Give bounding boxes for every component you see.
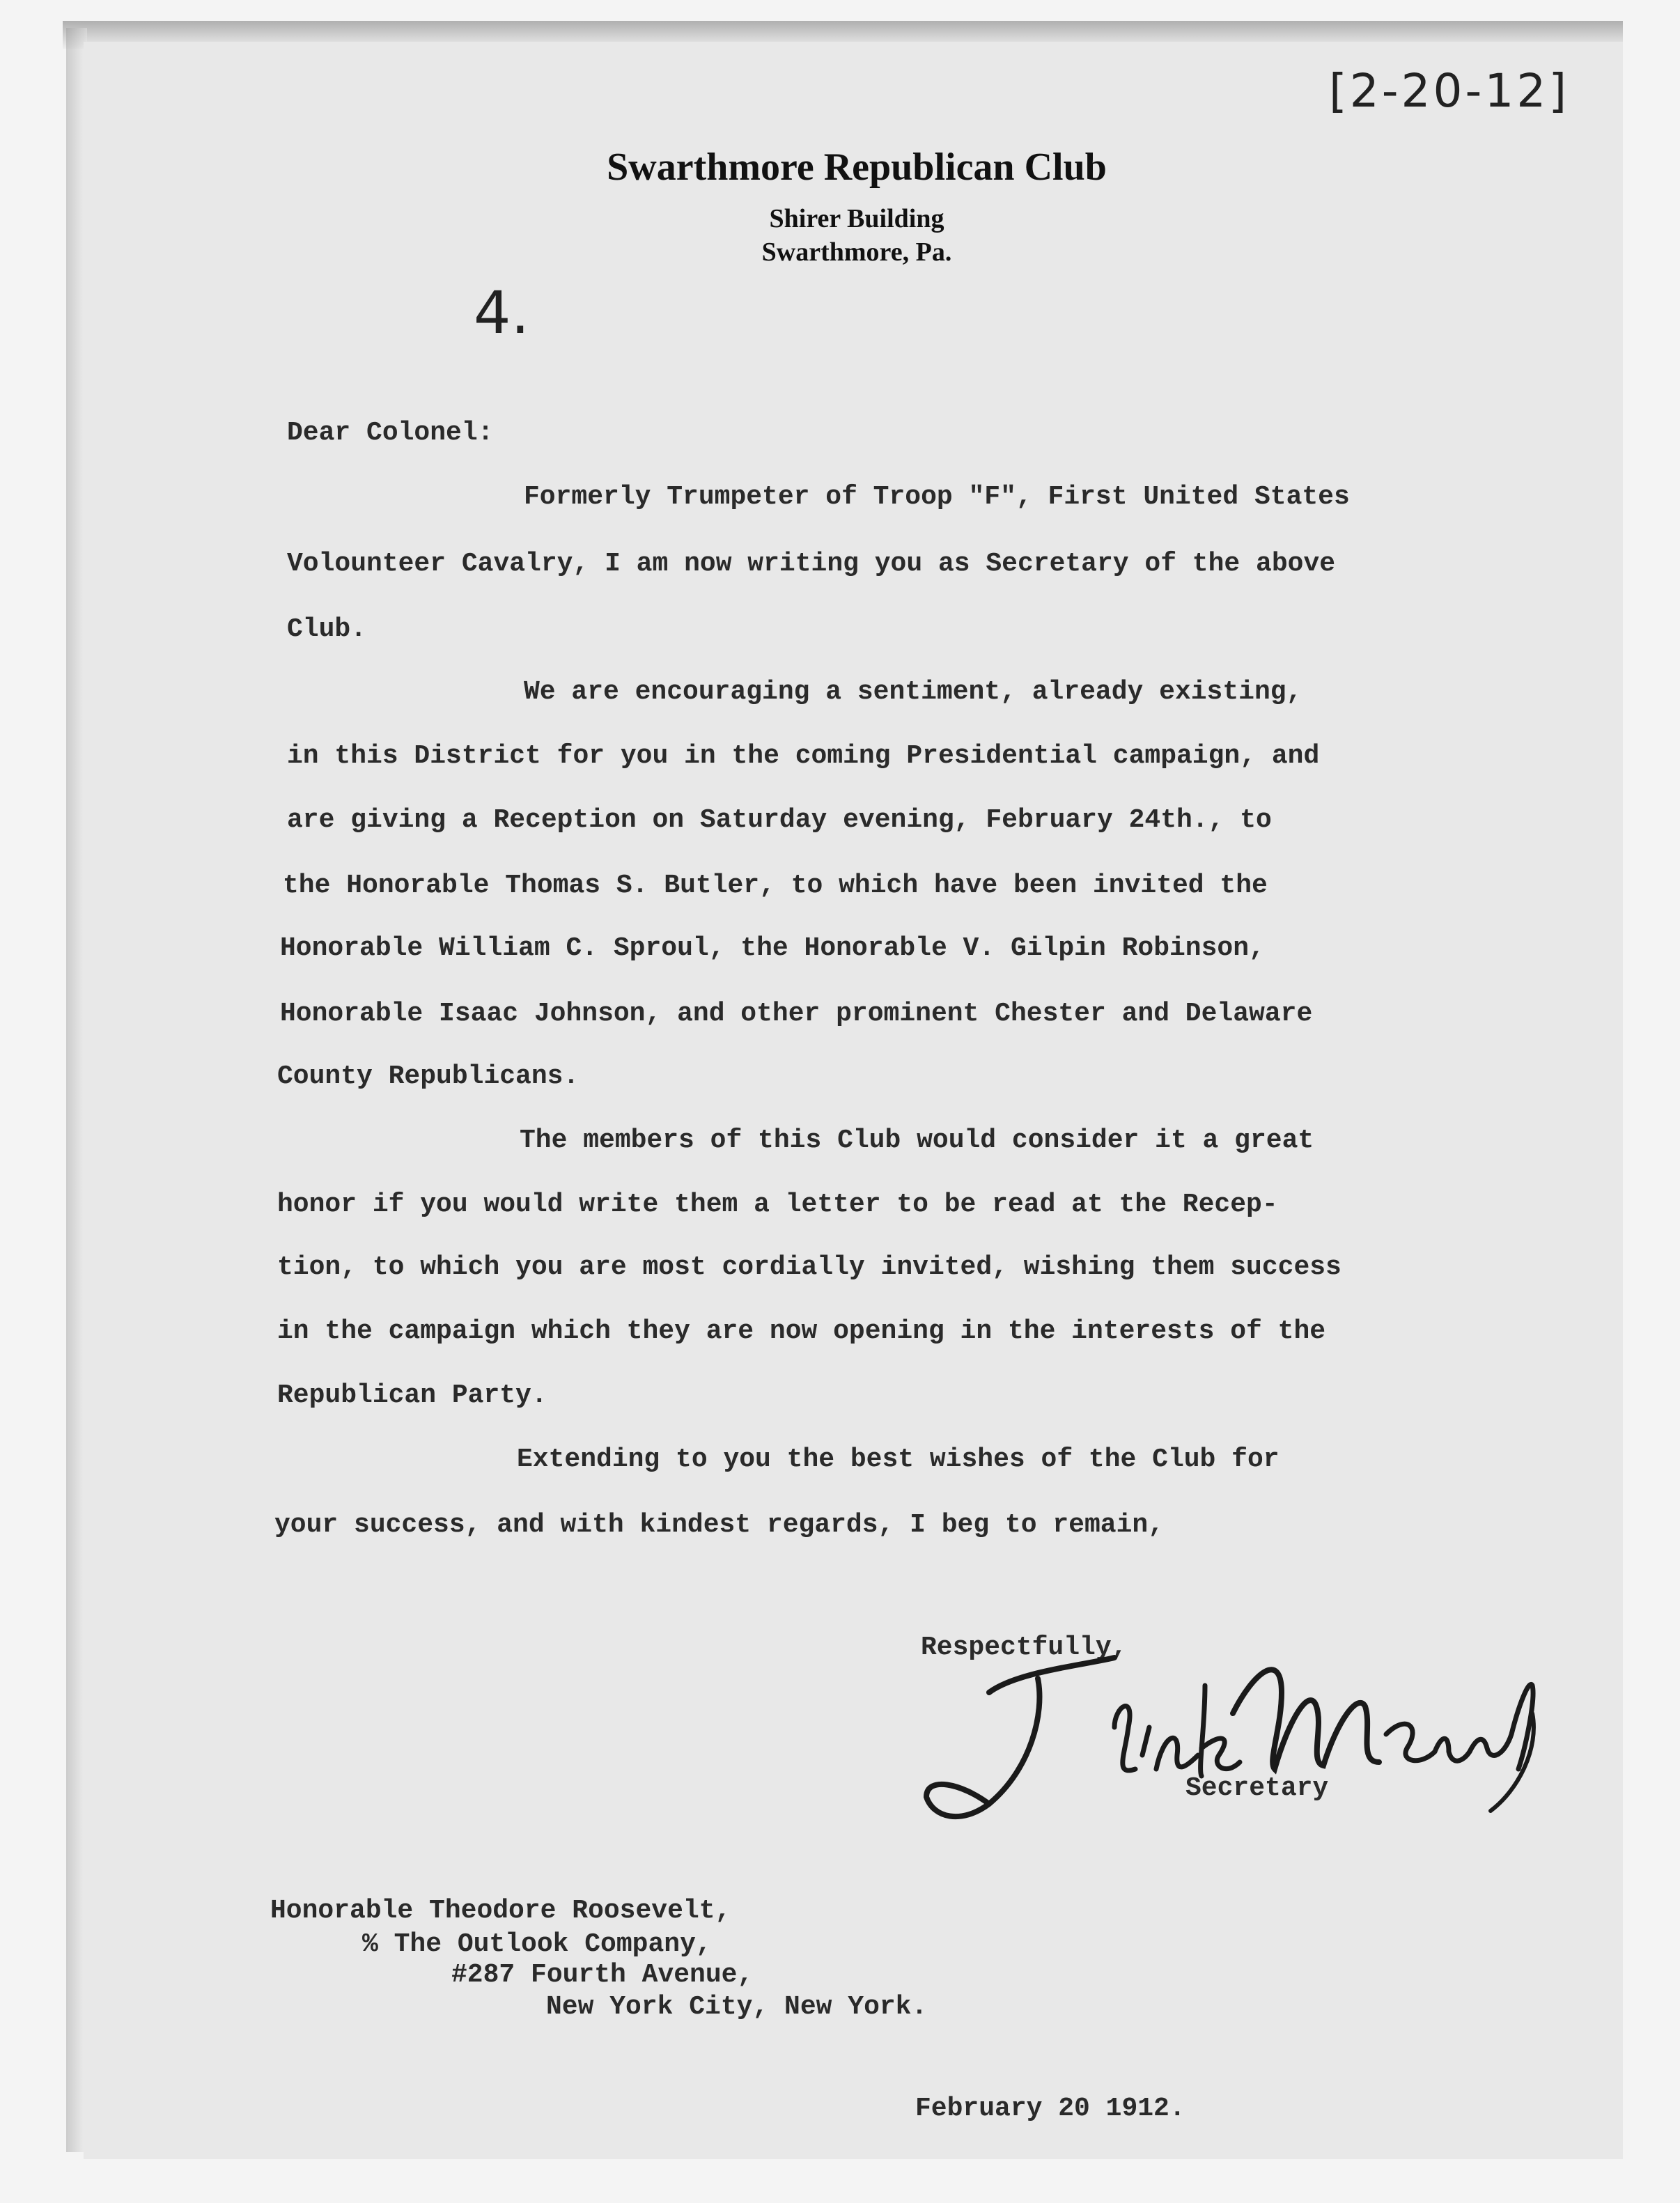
address-line: Honorable Theodore Roosevelt, xyxy=(270,1896,731,1926)
signature xyxy=(905,1630,1560,1839)
address-line: New York City, New York. xyxy=(546,1992,928,2022)
body-line: The members of this Club would consider it a great xyxy=(520,1126,1314,1155)
body-line: Honorable Isaac Johnson, and other prominent Chester and Delaware xyxy=(280,999,1313,1029)
body-line: in the campaign which they are now opening in the interests of the xyxy=(277,1316,1326,1346)
archive-stamp: [2-20-12] xyxy=(1329,64,1570,118)
body-line: We are encouraging a sentiment, already existing, xyxy=(524,677,1302,707)
signer-title: Secretary xyxy=(1185,1773,1329,1803)
body-line: Formerly Trumpeter of Troop "F", First United States xyxy=(524,482,1350,512)
body-line: Volounteer Cavalry, I am now writing you as Secretary of the above xyxy=(287,549,1336,579)
body-line: tion, to which you are most cordially invited, wishing them success xyxy=(277,1252,1341,1282)
body-line: Club. xyxy=(287,614,367,644)
letter-paper xyxy=(84,42,1623,2159)
closing: Respectfully, xyxy=(921,1633,1128,1663)
body-line: the Honorable Thomas S. Butler, to which have been invited the xyxy=(283,871,1268,901)
body-line: Republican Party. xyxy=(277,1380,547,1410)
salutation: Dear Colonel: xyxy=(287,418,494,448)
handwritten-page-number: 4. xyxy=(474,279,530,347)
letterhead-building: Shirer Building xyxy=(769,204,944,233)
letter-date: February 20 1912. xyxy=(915,2094,1185,2124)
body-line: honor if you would write them a letter to be read at the Recep- xyxy=(277,1190,1278,1220)
address-line: % The Outlook Company, xyxy=(362,1929,712,1959)
body-line: in this District for you in the coming Presidential campaign, and xyxy=(287,741,1320,771)
body-line: your success, and with kindest regards, I beg to remain, xyxy=(274,1510,1165,1540)
letterhead-name: Swarthmore Republican Club xyxy=(607,146,1107,189)
body-line: are giving a Reception on Saturday evening, February 24th., to xyxy=(287,805,1272,835)
body-line: County Republicans. xyxy=(277,1061,580,1091)
body-line: Honorable William C. Sproul, the Honorable V. Gilpin Robinson, xyxy=(280,933,1265,963)
address-line: #287 Fourth Avenue, xyxy=(451,1960,754,1990)
letterhead-city: Swarthmore, Pa. xyxy=(761,238,952,267)
body-line: Extending to you the best wishes of the Club for xyxy=(517,1445,1280,1474)
